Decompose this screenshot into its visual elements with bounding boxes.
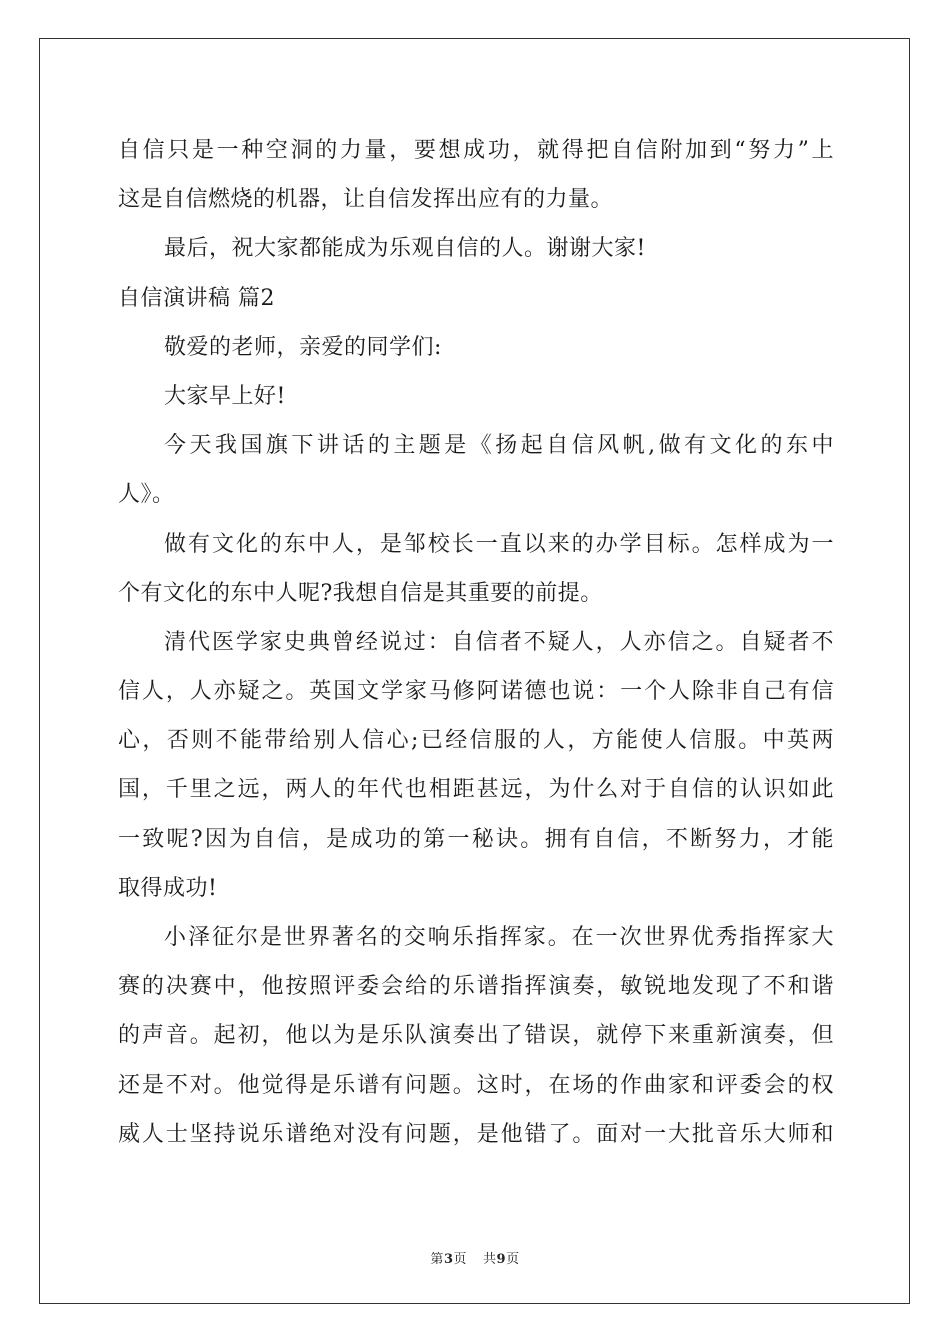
- section-heading: 自信演讲稿 篇2: [118, 285, 275, 311]
- page-footer: [0, 1248, 950, 1267]
- page-suffix: 页: [453, 1252, 467, 1267]
- paragraph-line: 人》。: [118, 482, 175, 508]
- paragraph-line: 这是自信燃烧的机器，让自信发挥出应有的力量。: [118, 187, 614, 213]
- salutation: 敬爱的老师，亲爱的同学们:: [164, 334, 442, 360]
- total-prefix: 共: [483, 1252, 497, 1267]
- paragraph-line: 信人，人亦疑之。英国文学家马修阿诺德也说：一个人除非自己有信: [118, 679, 834, 705]
- paragraph-line: 的声音。起初，他以为是乐队演奏出了错误，就停下来重新演奏，但: [118, 1023, 834, 1049]
- paragraph-line: 小泽征尔是世界著名的交响乐指挥家。在一次世界优秀指挥家大: [164, 925, 834, 950]
- paragraph-line: 今天我国旗下讲话的主题是《扬起自信风帆,做有文化的东中: [164, 433, 834, 459]
- paragraph-line: 一致呢?因为自信，是成功的第一秘诀。拥有自信，不断努力，才能: [118, 826, 834, 852]
- paragraph-line: 国，千里之远，两人的年代也相距甚远，为什么对于自信的认识如此: [118, 777, 834, 803]
- paragraph-line: 个有文化的东中人呢?我想自信是其重要的前提。: [118, 580, 603, 606]
- greeting: 大家早上好!: [164, 383, 286, 409]
- paragraph-line: 心，否则不能带给别人信心;已经信服的人，方能使人信服。中英两: [118, 728, 834, 754]
- paragraph-line: 威人士坚持说乐谱绝对没有问题，是他错了。面对一大批音乐大师和: [118, 1121, 834, 1147]
- paragraph-line: 清代医学家史典曾经说过：自信者不疑人，人亦信之。自疑者不: [164, 629, 834, 655]
- document-body: [118, 126, 834, 1159]
- total-pages: 9: [496, 1252, 507, 1267]
- page-prefix: 第: [430, 1252, 444, 1267]
- paragraph-line: 最后，祝大家都能成为乐观自信的人。谢谢大家!: [164, 236, 646, 262]
- total-suffix: 页: [506, 1252, 520, 1267]
- paragraph-line: 自信只是一种空洞的力量，要想成功，就得把自信附加到“努力”上: [118, 138, 834, 163]
- page-number: 3: [443, 1252, 454, 1267]
- paragraph-line: 做有文化的东中人，是邹校长一直以来的办学目标。怎样成为一: [164, 531, 834, 557]
- paragraph-line: 还是不对。他觉得是乐谱有问题。这时，在场的作曲家和评委会的权: [118, 1072, 834, 1098]
- paragraph-line: 取得成功!: [118, 875, 218, 901]
- paragraph-line: 赛的决赛中，他按照评委会给的乐谱指挥演奏，敏锐地发现了不和谐: [118, 974, 834, 1000]
